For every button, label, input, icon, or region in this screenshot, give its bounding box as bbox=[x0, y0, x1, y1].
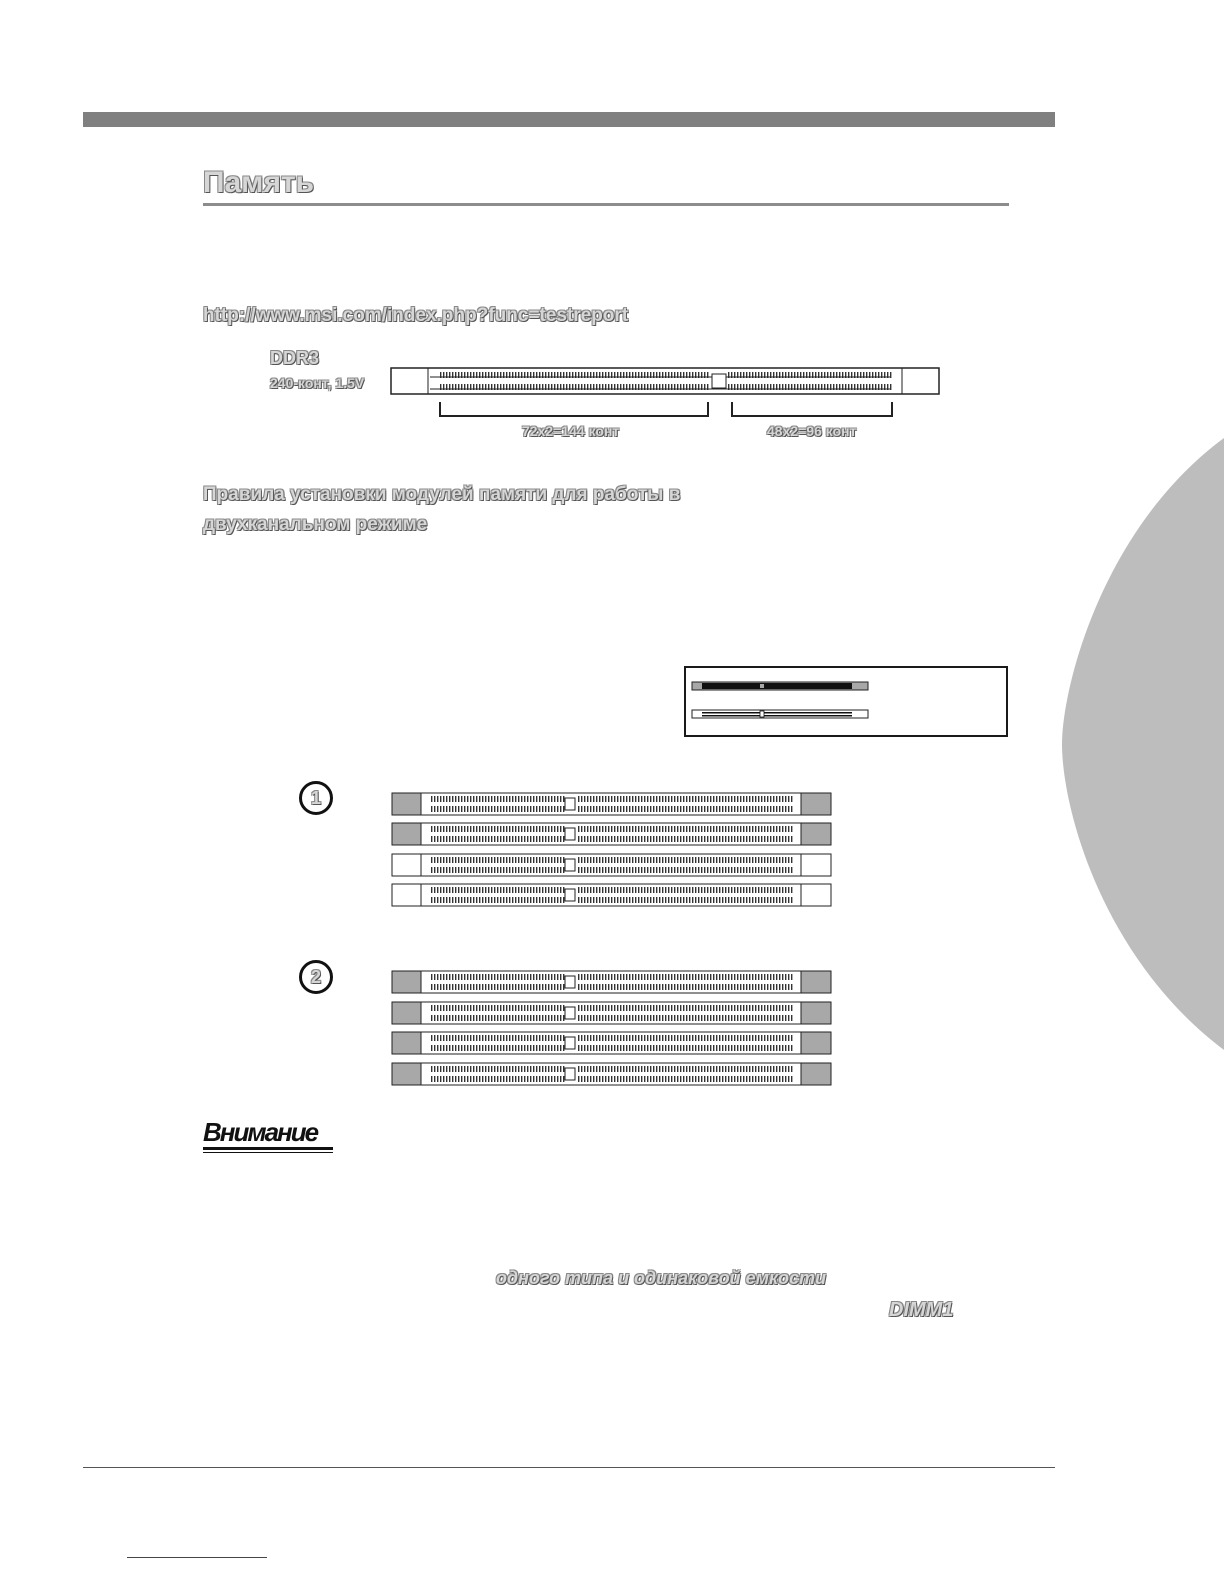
legend-installed-module bbox=[692, 682, 868, 690]
warning-title: Внимание bbox=[203, 1117, 318, 1147]
legend-empty-slot bbox=[692, 710, 868, 718]
footer-link-underline bbox=[127, 1557, 267, 1558]
scenario-2-slots bbox=[391, 970, 833, 1086]
slot-dimm4 bbox=[392, 1063, 831, 1085]
header-bar bbox=[83, 112, 1055, 127]
ddr3-module-diagram bbox=[390, 366, 942, 422]
title-underline bbox=[203, 203, 1009, 206]
slot-dimm3 bbox=[392, 854, 831, 876]
warning-underline bbox=[203, 1147, 333, 1150]
rules-heading: Правила установки модулей памяти для работы в двухканальном режиме bbox=[203, 484, 681, 535]
ddr-spec-label: 240-конт, 1.5V bbox=[270, 375, 365, 391]
ddr-type-label: DDR3 bbox=[270, 348, 320, 368]
slot-dimm3 bbox=[392, 1032, 831, 1054]
scenario-badge-1: 1 bbox=[299, 781, 333, 815]
side-thumb-tab bbox=[1062, 438, 1224, 1050]
testreport-url[interactable]: http://www.msi.com/index.php?func=testreport bbox=[203, 305, 629, 326]
footer-rule bbox=[83, 1467, 1055, 1468]
slot-dimm2 bbox=[392, 1002, 831, 1024]
pins-left-label: 72x2=144 конт bbox=[522, 423, 620, 439]
section-title: Память bbox=[203, 166, 315, 199]
warning-underline-thin bbox=[203, 1152, 333, 1153]
scenario-1-slots bbox=[391, 792, 833, 908]
slot-dimm1 bbox=[392, 793, 831, 815]
pins-right-label: 48x2=96 конт bbox=[767, 423, 857, 439]
note-same-type-phrase: одного типа и одинаковой емкости bbox=[496, 1268, 827, 1288]
note-dimm1-label: DIMM1 bbox=[889, 1299, 954, 1321]
slot-dimm4 bbox=[392, 884, 831, 906]
scenario-badge-2: 2 bbox=[299, 960, 333, 994]
legend-box bbox=[684, 666, 1008, 737]
slot-dimm2 bbox=[392, 823, 831, 845]
slot-dimm1 bbox=[392, 971, 831, 993]
